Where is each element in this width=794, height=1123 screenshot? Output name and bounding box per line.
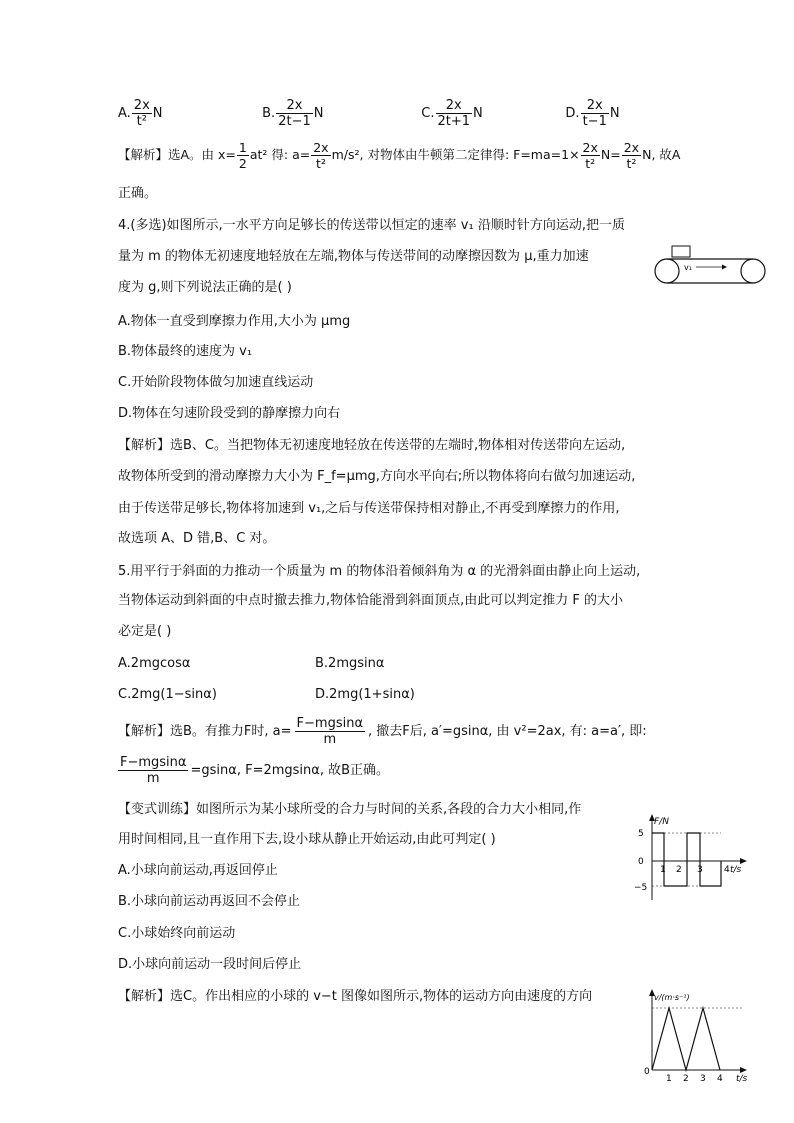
x-axis-arrow-icon (740, 858, 747, 864)
q3-analysis-end: 正确。 (118, 186, 158, 201)
analysis-text: N, 故A (642, 147, 681, 162)
tick-label: 3 (700, 1074, 706, 1082)
q5-stem-line3: 必定是( ) (118, 624, 172, 639)
tick-label: −5 (634, 883, 648, 893)
fraction-denominator: 2t+1 (437, 114, 471, 129)
force-time-graph (632, 812, 762, 904)
fraction-denominator: t−1 (582, 114, 607, 129)
tick-label: 2 (683, 1074, 689, 1082)
q4-stem-line1: 4.(多选)如图所示,一水平方向足够长的传送带以恒定的速率 v₁ 沿顺时针方向运动,把一质 (118, 218, 625, 233)
fraction-denominator: t² (132, 113, 152, 129)
variant-analysis-line1: 【解析】选C。作出相应的小球的 v−t 图像如图所示,物体的运动方向由速度的方向 (118, 989, 593, 1004)
q5-analysis-line1 (118, 716, 647, 747)
option-label: A. (118, 106, 131, 121)
y-axis-label: F/N (654, 817, 669, 827)
fraction-numerator: 1 (238, 140, 247, 155)
variant-option-d[interactable]: D.小球向前运动一段时间后停止 (118, 957, 302, 972)
q3-option-a[interactable] (118, 98, 258, 129)
option-label: B. (262, 106, 276, 121)
x-axis-label: t/s (730, 865, 742, 875)
fraction-denominator: t² (311, 155, 330, 171)
q4-analysis-line3: 由于传送带足够长,物体将加速到 v₁,之后与传送带保持相对静止,不再受到摩擦力的作用, (118, 501, 620, 516)
variant-option-c[interactable]: C.小球始终向前运动 (118, 926, 236, 941)
tick-label: 3 (697, 865, 703, 875)
q3-option-d[interactable] (565, 98, 619, 129)
q3-option-b[interactable] (262, 98, 417, 129)
analysis-text: at² 得: a= (249, 147, 311, 162)
tick-label: 0 (638, 857, 644, 867)
fraction-denominator: m (118, 770, 188, 786)
variant-stem-line2: 用时间相同,且一直作用下去,设小球从静止开始运动,由此可判定( ) (118, 832, 496, 847)
fraction-numerator: 2x (133, 98, 150, 113)
variant-stem-line1: 【变式训练】如图所示为某小球所受的合力与时间的关系,各段的合力大小相同,作 (118, 802, 582, 817)
q5-option-c[interactable]: C.2mg(1−sinα) (118, 687, 217, 702)
tick-label: 2 (676, 865, 682, 875)
force-series (652, 833, 721, 886)
x-axis-arrow-icon (740, 1067, 747, 1073)
block-object (672, 246, 690, 257)
analysis-text: m/s², 对物体由牛顿第二定律得: F=ma=1× (331, 147, 580, 162)
q3-option-c[interactable] (421, 98, 561, 129)
q4-stem-line2: 量为 m 的物体无初速度地轻放在左端,物体与传送带间的动摩擦因数为 μ,重力加速 (118, 249, 589, 264)
x-axis-label: t/s (736, 1074, 748, 1082)
analysis-text: 【解析】选B。有推力F时, a= (118, 724, 292, 739)
unit: N (609, 106, 620, 121)
left-roller (655, 259, 679, 283)
fraction-numerator: 2x (445, 98, 462, 113)
q4-stem-line3: 度为 g,则下列说法正确的是( ) (118, 280, 292, 295)
velocity-series (652, 1008, 720, 1070)
q4-analysis-line2: 故物体所受到的滑动摩擦力大小为 F_f=μmg,方向水平向右;所以物体将向右做匀加速运动, (118, 469, 636, 484)
tick-label: 0 (644, 1067, 650, 1077)
fraction-denominator: 2 (238, 156, 247, 171)
fraction-numerator: 2x (582, 140, 598, 155)
arrow-head-icon (722, 265, 727, 270)
conveyor-belt-figure (650, 244, 770, 286)
fraction-numerator: 2x (586, 98, 603, 113)
variant-option-a[interactable]: A.小球向前运动,再返回停止 (118, 863, 278, 878)
q4-option-a[interactable]: A.物体一直受到摩擦力作用,大小为 μmg (118, 314, 351, 329)
tick-label: 5 (638, 829, 644, 839)
unit: N (473, 106, 483, 121)
option-label: D. (565, 106, 580, 121)
tick-label: 1 (660, 865, 666, 875)
q4-option-c[interactable]: C.开始阶段物体做匀加速直线运动 (118, 375, 314, 390)
analysis-text: , 撤去F后, a′=gsinα, 由 v²=2ax, 有: a=a′, 即: (368, 724, 647, 739)
option-label: C. (421, 106, 435, 121)
analysis-text: 【解析】选A。由 x= (118, 147, 236, 162)
q4-option-b[interactable]: B.物体最终的速度为 v₁ (118, 344, 253, 359)
unit: N (313, 106, 324, 121)
tick-label: 4 (717, 1074, 723, 1082)
q5-analysis-line2 (118, 755, 389, 786)
fraction-numerator: 2x (286, 98, 303, 113)
q3-options (118, 98, 620, 129)
y-axis-label: v/(m·s⁻¹) (654, 993, 690, 1002)
q5-option-a[interactable]: A.2mgcosα (118, 656, 191, 671)
q4-analysis-line4: 故选项 A、D 错,B、C 对。 (118, 531, 276, 546)
q5-stem-line2: 当物体运动到斜面的中点时撤去推力,物体恰能滑到斜面顶点,由此可以判定推力 F 的大小 (118, 593, 624, 608)
q3-analysis (118, 140, 680, 171)
q5-stem-line1: 5.用平行于斜面的力推动一个质量为 m 的物体沿着倾斜角为 α 的光滑斜面由静止向上运动, (118, 564, 641, 579)
analysis-text: =gsinα, F=2mgsinα, 故B正确。 (190, 763, 390, 778)
velocity-time-graph (632, 988, 762, 1082)
q4-analysis-line1: 【解析】选B、C。当把物体无初速度地轻放在传送带的左端时,物体相对传送带向左运动, (118, 438, 626, 453)
velocity-label: v₁ (684, 263, 692, 272)
variant-option-b[interactable]: B.小球向前运动再返回不会停止 (118, 894, 301, 909)
q5-option-b[interactable]: B.2mgsinα (315, 656, 385, 671)
fraction-denominator: t² (581, 155, 600, 171)
fraction-numerator: 2x (313, 140, 329, 155)
fraction-numerator: F−mgsinα (296, 716, 364, 731)
analysis-text: N= (600, 147, 621, 162)
tick-label: 1 (666, 1074, 672, 1082)
fraction-numerator: 2x (623, 140, 640, 155)
right-roller (741, 259, 765, 283)
unit: N (152, 106, 163, 121)
fraction-denominator: t² (622, 155, 641, 171)
q5-option-d[interactable]: D.2mg(1+sinα) (315, 687, 415, 702)
fraction-denominator: 2t−1 (278, 114, 311, 129)
tick-label: 4 (724, 865, 730, 875)
q4-option-d[interactable]: D.物体在匀速阶段受到的静摩擦力向右 (118, 406, 341, 421)
fraction-numerator: F−mgsinα (120, 755, 187, 770)
fraction-denominator: m (295, 731, 365, 747)
